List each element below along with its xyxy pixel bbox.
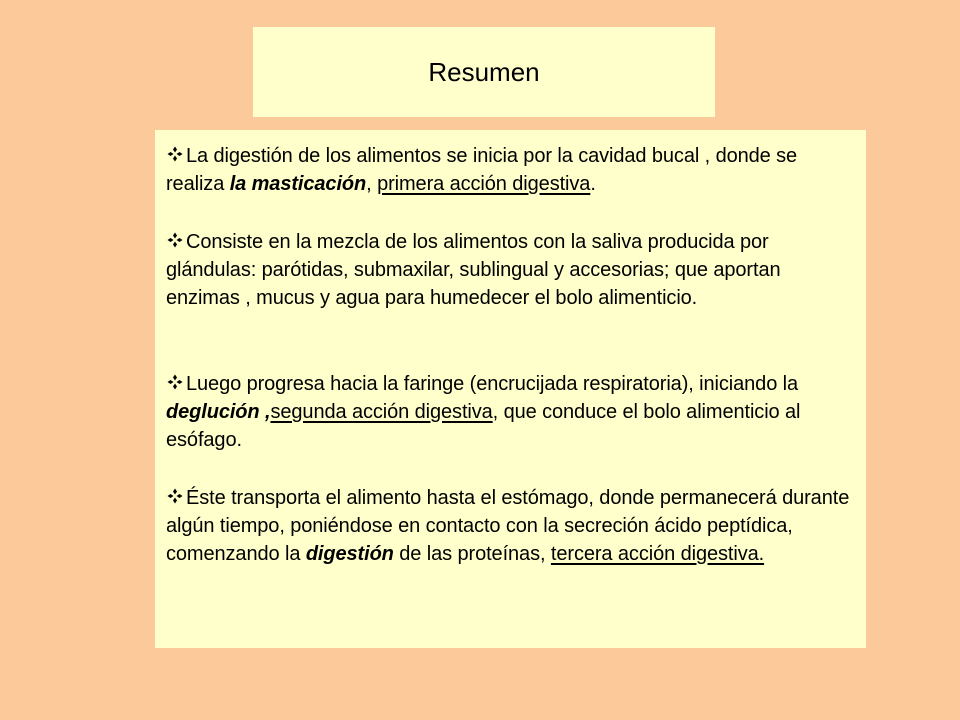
paragraph-3 <box>166 370 858 454</box>
paragraph-3-emphasis: deglución , <box>166 401 271 423</box>
paragraph-2-text: Consiste en la mezcla de los alimentos con la saliva producida por glándulas: parótidas, submaxilar, sublingual y accesorias; que aportan enzimas , mucus y agua para humedecer el bolo alimenticio. <box>166 231 781 309</box>
title-box <box>253 27 715 117</box>
paragraph-4-text-b: de las proteínas, <box>393 543 551 565</box>
paragraph-1-underlined: primera acción digestiva <box>377 173 591 195</box>
four-diamond-bullet-icon <box>166 231 184 249</box>
four-diamond-bullet-icon <box>166 487 184 505</box>
paragraph-3-underlined: segunda acción digestiva <box>270 401 493 423</box>
paragraph-1-emphasis: la masticación <box>229 173 367 195</box>
paragraph-4-emphasis: digestión <box>305 543 394 565</box>
paragraph-3-text-a: Luego progresa hacia la faringe (encrucijada respiratoria), iniciando la <box>186 373 799 395</box>
four-diamond-bullet-icon <box>166 145 184 163</box>
four-diamond-bullet-icon <box>166 373 184 391</box>
paragraph-4 <box>166 484 858 568</box>
paragraph-1-text-a: La digestión de los alimentos se inicia por la cavidad bucal , donde se realiza <box>166 145 798 195</box>
slide-title: Resumen <box>428 56 540 87</box>
paragraph-2 <box>166 228 858 312</box>
paragraph-1-text-c: . <box>590 173 596 195</box>
paragraph-4-underlined: tercera acción digestiva. <box>550 543 765 565</box>
paragraph-4-text-a: Éste transporta el alimento hasta el estómago, donde permanecerá durante algún tiempo, poniéndose en contacto con la secreción ácido peptídica, comenzando la <box>166 487 850 565</box>
content-box <box>155 130 866 648</box>
paragraph-1 <box>166 142 858 198</box>
paragraph-3-text-b: , que conduce el bolo alimenticio al esófago. <box>166 401 801 451</box>
paragraph-1-text-b: , <box>366 173 378 195</box>
